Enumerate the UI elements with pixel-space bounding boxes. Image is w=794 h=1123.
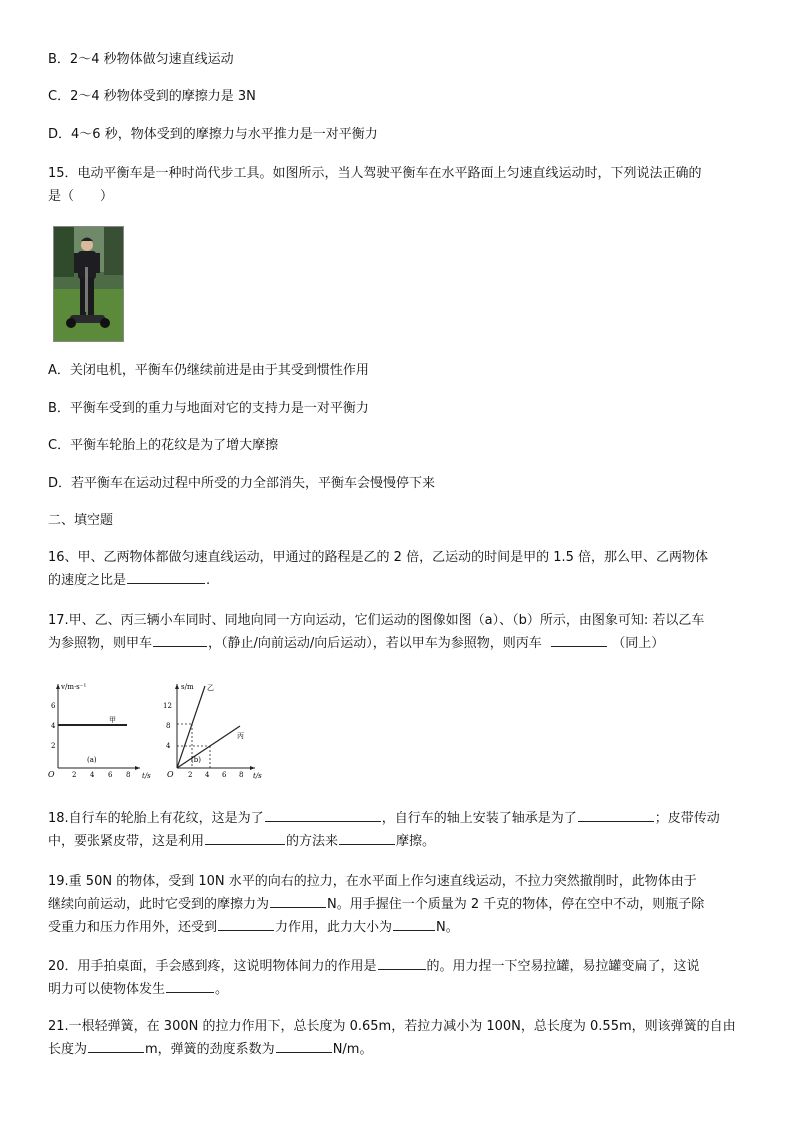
answer-blank[interactable]	[205, 830, 285, 845]
arrow-up-icon	[175, 684, 179, 689]
graph-b-xtick: 6	[222, 771, 227, 779]
arrow-up-icon	[56, 684, 60, 689]
graph-a-xtick: 2	[72, 771, 77, 779]
graph-b-xtick: 2	[188, 771, 193, 779]
option-b: B．2～4 秒物体做匀速直线运动	[48, 52, 234, 67]
section-heading: 二、填空题	[48, 513, 114, 528]
graph-b-ylabel: s/m	[181, 683, 194, 691]
graph-b-xtick: 4	[205, 771, 210, 779]
series-jia-label: 甲	[109, 716, 116, 724]
graph-b-ytick: 4	[166, 742, 171, 750]
question-15-stem: 15．电动平衡车是一种时尚代步工具。如图所示，当人驾驶平衡车在水平路面上匀速直线运动时，下列说法正确的 是（ ）	[48, 166, 702, 204]
option-c: C．2～4 秒物体受到的摩擦力是 3N	[48, 89, 256, 104]
motion-graphs	[45, 676, 275, 786]
q15-option-d: D．若平衡车在运动过程中所受的力全部消失，平衡车会慢慢停下来	[48, 476, 436, 491]
graph-a-xtick: 8	[126, 771, 131, 779]
graph-a-xtick: 6	[108, 771, 113, 779]
graph-a-xlabel: t/s	[142, 772, 151, 780]
answer-blank[interactable]	[265, 807, 381, 822]
graph-b-xtick: 8	[239, 771, 244, 779]
answer-blank[interactable]	[551, 632, 607, 647]
answer-blank[interactable]	[88, 1038, 144, 1053]
answer-blank[interactable]	[393, 916, 435, 931]
graph-a-xtick: 4	[90, 771, 95, 779]
question-19: 19.重 50N 的物体，受到 10N 水平的向右的拉力，在水平面上作匀速直线运动，不拉力突然撤削时，此物体由于 继续向前运动，此时它受到的摩擦力为 N。用手握住一个质量为 2 千克的物体，停在空中不动，则瓶子除 受重力和压力作用外，还受到 力作用，此力大小为 N。	[48, 874, 705, 935]
arrow-right-icon	[250, 766, 255, 770]
answer-blank[interactable]	[276, 1038, 332, 1053]
question-18: 18.自行车的轮胎上有花纹，这是为了 ，自行车的轴上安装了轴承是为了 ；皮带传动 中，要张紧皮带，这是利用 的方法来 摩擦。	[48, 807, 748, 853]
series-bing-line	[177, 726, 240, 768]
q15-option-a: A．关闭电机，平衡车仍继续前进是由于其受到惯性作用	[48, 363, 369, 378]
graph-b-tag: (b)	[191, 756, 201, 764]
q15-option-c: C．平衡车轮胎上的花纹是为了增大摩擦	[48, 438, 279, 453]
answer-blank[interactable]	[270, 893, 326, 908]
question-20: 20．用手拍桌面，手会感到疼，这说明物体间力的作用是 的。用力捏一下空易拉罐，易拉罐变扁了，这说 明力可以使物体发生 。	[48, 955, 748, 1001]
graph-b-ytick: 12	[163, 702, 172, 710]
graph-b-origin: O	[167, 770, 174, 779]
graph-b-xlabel: t/s	[253, 772, 262, 780]
question-21: 21.一根轻弹簧，在 300N 的拉力作用下，总长度为 0.65m，若拉力减小为 100N，总长度为 0.55m，则该弹簧的自由 长度为 m，弹簧的劲度系数为 N/m。	[48, 1019, 736, 1057]
graph-a-ytick: 2	[51, 742, 56, 750]
graph-b-ytick: 8	[166, 722, 171, 730]
series-bing-label: 丙	[237, 732, 244, 740]
q15-option-b: B．平衡车受到的重力与地面对它的支持力是一对平衡力	[48, 401, 369, 416]
arrow-right-icon	[135, 766, 140, 770]
graph-a-tag: (a)	[87, 756, 97, 764]
graph-a-origin: O	[48, 770, 55, 779]
balance-scooter-photo	[53, 226, 124, 342]
answer-blank[interactable]	[127, 569, 205, 584]
graph-a	[48, 683, 151, 780]
question-16: 16、甲、乙两物体都做匀速直线运动，甲通过的路程是乙的 2 倍，乙运动的时间是甲的 1.5 倍，那么甲、乙两物体 的速度之比是 .	[48, 550, 709, 588]
option-d: D．4～6 秒，物体受到的摩擦力与水平推力是一对平衡力	[48, 127, 378, 142]
graph-a-ylabel: v/m·s⁻¹	[61, 683, 87, 691]
photo-illustration	[54, 227, 123, 341]
graph-b	[163, 683, 262, 780]
series-yi-label: 乙	[207, 684, 214, 692]
graph-a-ytick: 4	[51, 722, 56, 730]
answer-blank[interactable]	[218, 916, 274, 931]
answer-blank[interactable]	[166, 978, 214, 993]
answer-blank[interactable]	[578, 807, 654, 822]
answer-blank[interactable]	[153, 632, 207, 647]
answer-blank[interactable]	[339, 830, 395, 845]
graphs-svg	[45, 676, 275, 786]
answer-blank[interactable]	[378, 955, 426, 970]
question-17: 17.甲、乙、丙三辆小车同时、同地向同一方向运动，它们运动的图像如图（a）、（b）所示，由图象可知: 若以乙车 为参照物，则甲车 ，（静止/向前运动/向后运动），若以甲车为参照物，则丙车 （同上）	[48, 613, 705, 651]
graph-a-ytick: 6	[51, 702, 56, 710]
